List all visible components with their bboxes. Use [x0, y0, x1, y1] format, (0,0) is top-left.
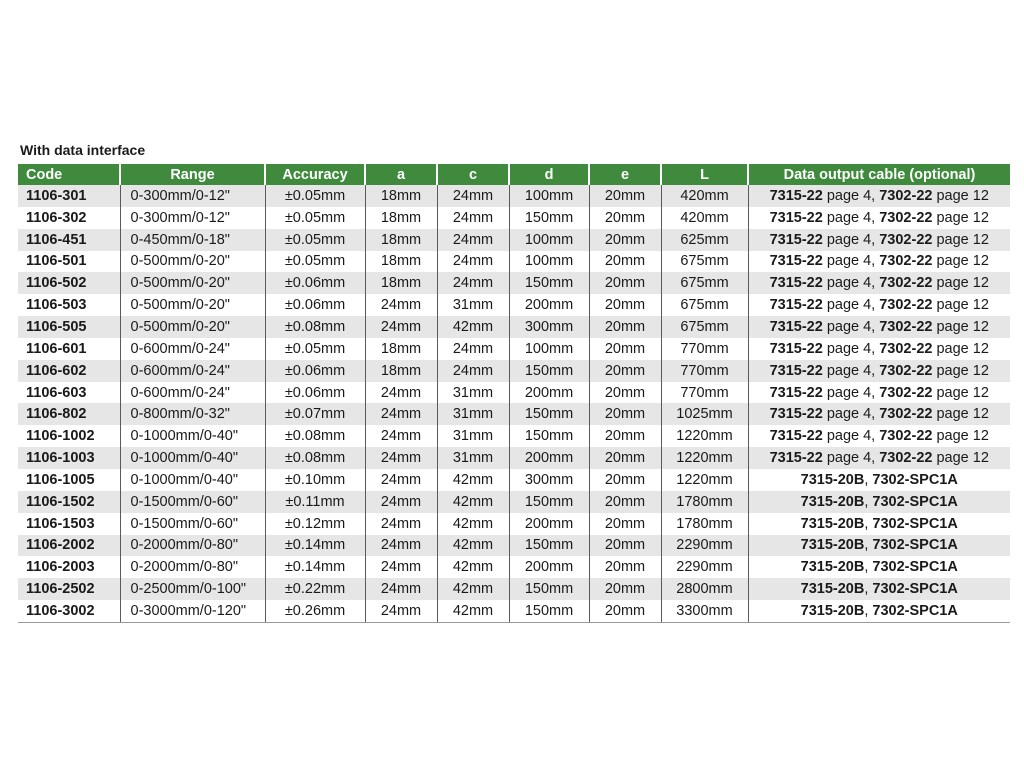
- cell-cable: [748, 556, 1010, 578]
- cell-code: 1106-501: [18, 251, 120, 273]
- cell-a: 24mm: [365, 382, 437, 404]
- cell-cable: [748, 207, 1010, 229]
- cell-accuracy: ±0.26mm: [265, 600, 365, 622]
- cable-code: 7315-22: [769, 318, 823, 335]
- cable-page-ref: page 12: [932, 384, 989, 401]
- cell-range: 0-3000mm/0-120": [120, 600, 265, 622]
- table-row: [18, 207, 1010, 229]
- cell-c: 24mm: [437, 272, 509, 294]
- cell-c: 24mm: [437, 207, 509, 229]
- cell-a: 18mm: [365, 207, 437, 229]
- cell-code: 1106-302: [18, 207, 120, 229]
- cell-c: 24mm: [437, 360, 509, 382]
- cell-c: 42mm: [437, 535, 509, 557]
- cable-page-ref: page 12: [932, 297, 989, 314]
- table-row: [18, 360, 1010, 382]
- cell-e: 20mm: [589, 229, 661, 251]
- cell-l: 2290mm: [661, 535, 748, 557]
- cell-a: 18mm: [365, 251, 437, 273]
- cell-range: 0-600mm/0-24": [120, 382, 265, 404]
- cell-c: 24mm: [437, 338, 509, 360]
- cable-code: 7302-22: [879, 209, 933, 226]
- section-title: With data interface: [20, 142, 146, 158]
- cell-e: 20mm: [589, 513, 661, 535]
- cell-cable: [748, 425, 1010, 447]
- cable-code: 7315-20B: [800, 602, 865, 619]
- table-row: [18, 556, 1010, 578]
- cell-cable: [748, 513, 1010, 535]
- cell-a: 24mm: [365, 403, 437, 425]
- cell-code: 1106-505: [18, 316, 120, 338]
- header-range: Range: [120, 164, 265, 185]
- cell-range: 0-1500mm/0-60": [120, 491, 265, 513]
- cell-d: 150mm: [509, 403, 589, 425]
- cell-e: 20mm: [589, 491, 661, 513]
- cable-page-ref: page 12: [932, 362, 989, 379]
- cell-e: 20mm: [589, 294, 661, 316]
- cell-cable: [748, 491, 1010, 513]
- cable-page-ref: page 12: [932, 253, 989, 270]
- cell-range: 0-1000mm/0-40": [120, 469, 265, 491]
- cell-accuracy: ±0.05mm: [265, 207, 365, 229]
- cable-code: 7315-22: [769, 231, 823, 248]
- cell-cable: [748, 316, 1010, 338]
- cell-d: 100mm: [509, 338, 589, 360]
- cell-l: 2290mm: [661, 556, 748, 578]
- cell-a: 18mm: [365, 185, 437, 207]
- cell-a: 18mm: [365, 272, 437, 294]
- cell-range: 0-1000mm/0-40": [120, 425, 265, 447]
- cable-page-ref: page 4,: [822, 384, 880, 401]
- table-row: [18, 491, 1010, 513]
- cable-page-ref: ,: [864, 559, 873, 576]
- cell-accuracy: ±0.14mm: [265, 535, 365, 557]
- cell-a: 24mm: [365, 425, 437, 447]
- cell-e: 20mm: [589, 207, 661, 229]
- cable-code: 7302-22: [879, 275, 933, 292]
- cell-e: 20mm: [589, 556, 661, 578]
- cell-code: 1106-601: [18, 338, 120, 360]
- cell-c: 31mm: [437, 294, 509, 316]
- cell-d: 300mm: [509, 469, 589, 491]
- table-row: [18, 513, 1010, 535]
- cell-a: 24mm: [365, 578, 437, 600]
- cell-range: 0-500mm/0-20": [120, 251, 265, 273]
- cell-e: 20mm: [589, 578, 661, 600]
- table-row: [18, 578, 1010, 600]
- cell-e: 20mm: [589, 251, 661, 273]
- cell-l: 1220mm: [661, 469, 748, 491]
- header-d: d: [509, 164, 589, 185]
- cell-l: 420mm: [661, 185, 748, 207]
- cell-c: 31mm: [437, 403, 509, 425]
- cable-page-ref: page 4,: [822, 406, 880, 423]
- cell-code: 1106-802: [18, 403, 120, 425]
- cell-c: 42mm: [437, 469, 509, 491]
- header-e: e: [589, 164, 661, 185]
- cell-l: 1220mm: [661, 425, 748, 447]
- cell-l: 770mm: [661, 382, 748, 404]
- cell-a: 18mm: [365, 360, 437, 382]
- table-row: [18, 185, 1010, 207]
- cell-accuracy: ±0.11mm: [265, 491, 365, 513]
- cable-code: 7302-22: [879, 384, 933, 401]
- cable-page-ref: page 12: [932, 340, 989, 357]
- cell-a: 24mm: [365, 556, 437, 578]
- cell-range: 0-1000mm/0-40": [120, 447, 265, 469]
- cell-range: 0-1500mm/0-60": [120, 513, 265, 535]
- cell-code: 1106-1503: [18, 513, 120, 535]
- cell-range: 0-2000mm/0-80": [120, 556, 265, 578]
- cell-l: 1025mm: [661, 403, 748, 425]
- cell-code: 1106-451: [18, 229, 120, 251]
- cell-accuracy: ±0.06mm: [265, 294, 365, 316]
- table-row: [18, 382, 1010, 404]
- cell-code: 1106-1003: [18, 447, 120, 469]
- cell-d: 200mm: [509, 447, 589, 469]
- cell-accuracy: ±0.10mm: [265, 469, 365, 491]
- cable-code: 7315-20B: [800, 537, 865, 554]
- cell-range: 0-800mm/0-32": [120, 403, 265, 425]
- cell-cable: [748, 403, 1010, 425]
- cell-cable: [748, 600, 1010, 622]
- cell-accuracy: ±0.08mm: [265, 447, 365, 469]
- cell-code: 1106-503: [18, 294, 120, 316]
- table-row: [18, 403, 1010, 425]
- cell-accuracy: ±0.06mm: [265, 360, 365, 382]
- cell-d: 200mm: [509, 556, 589, 578]
- spec-table: [18, 164, 1010, 623]
- cable-page-ref: page 12: [932, 209, 989, 226]
- cable-page-ref: page 12: [932, 275, 989, 292]
- cable-code: 7315-22: [769, 406, 823, 423]
- cell-e: 20mm: [589, 535, 661, 557]
- cell-e: 20mm: [589, 360, 661, 382]
- cable-code: 7315-22: [769, 450, 823, 467]
- cell-code: 1106-1005: [18, 469, 120, 491]
- cell-accuracy: ±0.05mm: [265, 185, 365, 207]
- cable-page-ref: ,: [864, 471, 873, 488]
- cable-page-ref: ,: [864, 493, 873, 510]
- cell-code: 1106-1502: [18, 491, 120, 513]
- cable-page-ref: page 4,: [822, 318, 880, 335]
- cell-a: 24mm: [365, 447, 437, 469]
- cable-code: 7315-20B: [800, 493, 865, 510]
- cell-e: 20mm: [589, 338, 661, 360]
- cable-code: 7302-22: [879, 362, 933, 379]
- cell-d: 150mm: [509, 207, 589, 229]
- cell-accuracy: ±0.22mm: [265, 578, 365, 600]
- cell-l: 675mm: [661, 251, 748, 273]
- cell-e: 20mm: [589, 403, 661, 425]
- table-row: [18, 316, 1010, 338]
- cell-d: 150mm: [509, 578, 589, 600]
- table-row: [18, 272, 1010, 294]
- cell-d: 200mm: [509, 513, 589, 535]
- cell-accuracy: ±0.06mm: [265, 272, 365, 294]
- cell-a: 24mm: [365, 535, 437, 557]
- cell-a: 24mm: [365, 513, 437, 535]
- cell-cable: [748, 578, 1010, 600]
- cable-code: 7315-22: [769, 253, 823, 270]
- cell-cable: [748, 294, 1010, 316]
- cable-page-ref: page 4,: [822, 209, 880, 226]
- cell-accuracy: ±0.05mm: [265, 251, 365, 273]
- cell-code: 1106-2003: [18, 556, 120, 578]
- cell-e: 20mm: [589, 600, 661, 622]
- header-row: [18, 164, 1010, 185]
- cable-page-ref: page 4,: [822, 275, 880, 292]
- table-row: [18, 425, 1010, 447]
- cell-c: 24mm: [437, 229, 509, 251]
- cell-code: 1106-301: [18, 185, 120, 207]
- cell-a: 24mm: [365, 491, 437, 513]
- cell-d: 150mm: [509, 491, 589, 513]
- table-row: [18, 447, 1010, 469]
- cable-page-ref: page 4,: [822, 362, 880, 379]
- cell-c: 31mm: [437, 382, 509, 404]
- cell-accuracy: ±0.07mm: [265, 403, 365, 425]
- cell-l: 2800mm: [661, 578, 748, 600]
- cell-d: 150mm: [509, 600, 589, 622]
- cable-page-ref: page 4,: [822, 231, 880, 248]
- cell-accuracy: ±0.08mm: [265, 425, 365, 447]
- cell-l: 625mm: [661, 229, 748, 251]
- header-cable: Data output cable (optional): [748, 164, 1010, 185]
- cable-code: 7302-22: [879, 253, 933, 270]
- cell-a: 24mm: [365, 600, 437, 622]
- cable-code: 7302-22: [879, 318, 933, 335]
- cell-e: 20mm: [589, 272, 661, 294]
- cell-cable: [748, 185, 1010, 207]
- cell-d: 100mm: [509, 251, 589, 273]
- cell-c: 42mm: [437, 316, 509, 338]
- table-row: [18, 469, 1010, 491]
- cable-code: 7302-22: [879, 428, 933, 445]
- cable-code: 7315-22: [769, 187, 823, 204]
- cell-c: 31mm: [437, 447, 509, 469]
- cell-accuracy: ±0.05mm: [265, 338, 365, 360]
- cell-cable: [748, 338, 1010, 360]
- cell-l: 675mm: [661, 294, 748, 316]
- cell-d: 100mm: [509, 229, 589, 251]
- cell-e: 20mm: [589, 316, 661, 338]
- cell-l: 770mm: [661, 338, 748, 360]
- cable-code: 7315-22: [769, 428, 823, 445]
- cable-page-ref: ,: [864, 602, 873, 619]
- cable-code: 7302-22: [879, 187, 933, 204]
- cable-page-ref: page 12: [932, 187, 989, 204]
- cell-d: 100mm: [509, 185, 589, 207]
- table-row: [18, 294, 1010, 316]
- cell-c: 42mm: [437, 513, 509, 535]
- cell-c: 31mm: [437, 425, 509, 447]
- cell-accuracy: ±0.14mm: [265, 556, 365, 578]
- cable-code: 7315-22: [769, 362, 823, 379]
- cell-range: 0-300mm/0-12": [120, 185, 265, 207]
- table-row: [18, 229, 1010, 251]
- cell-d: 150mm: [509, 360, 589, 382]
- cell-a: 18mm: [365, 338, 437, 360]
- header-c: c: [437, 164, 509, 185]
- cell-cable: [748, 382, 1010, 404]
- cell-e: 20mm: [589, 447, 661, 469]
- cell-e: 20mm: [589, 425, 661, 447]
- cable-page-ref: page 4,: [822, 253, 880, 270]
- cell-cable: [748, 229, 1010, 251]
- cell-l: 675mm: [661, 272, 748, 294]
- cell-l: 420mm: [661, 207, 748, 229]
- cell-d: 200mm: [509, 294, 589, 316]
- cell-cable: [748, 469, 1010, 491]
- cable-code: 7315-22: [769, 209, 823, 226]
- header-l: L: [661, 164, 748, 185]
- cable-page-ref: page 12: [932, 428, 989, 445]
- cell-l: 770mm: [661, 360, 748, 382]
- cell-code: 1106-1002: [18, 425, 120, 447]
- cell-c: 42mm: [437, 491, 509, 513]
- cable-code: 7315-22: [769, 384, 823, 401]
- cell-c: 42mm: [437, 578, 509, 600]
- cell-range: 0-600mm/0-24": [120, 338, 265, 360]
- cell-range: 0-500mm/0-20": [120, 272, 265, 294]
- cable-code: 7302-SPC1A: [872, 559, 958, 576]
- cable-code: 7302-SPC1A: [872, 471, 958, 488]
- cell-code: 1106-2002: [18, 535, 120, 557]
- cell-cable: [748, 535, 1010, 557]
- cable-page-ref: ,: [864, 515, 873, 532]
- cell-e: 20mm: [589, 469, 661, 491]
- cell-d: 200mm: [509, 382, 589, 404]
- cell-range: 0-600mm/0-24": [120, 360, 265, 382]
- cable-code: 7302-22: [879, 297, 933, 314]
- cell-accuracy: ±0.08mm: [265, 316, 365, 338]
- cell-l: 1780mm: [661, 513, 748, 535]
- cell-l: 675mm: [661, 316, 748, 338]
- cable-code: 7315-22: [769, 275, 823, 292]
- cable-code: 7315-20B: [800, 581, 865, 598]
- cable-code: 7302-SPC1A: [872, 515, 958, 532]
- cell-d: 300mm: [509, 316, 589, 338]
- cell-c: 24mm: [437, 185, 509, 207]
- cable-page-ref: ,: [864, 537, 873, 554]
- cell-accuracy: ±0.12mm: [265, 513, 365, 535]
- cell-e: 20mm: [589, 382, 661, 404]
- cable-page-ref: page 4,: [822, 450, 880, 467]
- table-row: [18, 251, 1010, 273]
- cable-page-ref: page 4,: [822, 297, 880, 314]
- cable-code: 7315-20B: [800, 559, 865, 576]
- cable-page-ref: page 4,: [822, 187, 880, 204]
- cell-cable: [748, 272, 1010, 294]
- cable-code: 7315-20B: [800, 515, 865, 532]
- cell-code: 1106-502: [18, 272, 120, 294]
- cell-l: 3300mm: [661, 600, 748, 622]
- cable-code: 7302-SPC1A: [872, 537, 958, 554]
- cell-range: 0-500mm/0-20": [120, 316, 265, 338]
- cell-range: 0-500mm/0-20": [120, 294, 265, 316]
- cell-d: 150mm: [509, 535, 589, 557]
- cable-code: 7302-22: [879, 231, 933, 248]
- cell-c: 24mm: [437, 251, 509, 273]
- cable-code: 7315-22: [769, 297, 823, 314]
- cell-e: 20mm: [589, 185, 661, 207]
- cable-code: 7302-22: [879, 340, 933, 357]
- cell-code: 1106-602: [18, 360, 120, 382]
- cell-c: 42mm: [437, 600, 509, 622]
- cable-page-ref: page 4,: [822, 340, 880, 357]
- cable-page-ref: page 12: [932, 406, 989, 423]
- header-code: Code: [18, 164, 120, 185]
- cable-code: 7302-22: [879, 406, 933, 423]
- cell-a: 24mm: [365, 316, 437, 338]
- cable-code: 7315-20B: [800, 471, 865, 488]
- cell-l: 1220mm: [661, 447, 748, 469]
- cell-range: 0-300mm/0-12": [120, 207, 265, 229]
- cell-l: 1780mm: [661, 491, 748, 513]
- cell-c: 42mm: [437, 556, 509, 578]
- cable-page-ref: page 12: [932, 231, 989, 248]
- cable-code: 7302-SPC1A: [872, 581, 958, 598]
- cell-cable: [748, 447, 1010, 469]
- cell-accuracy: ±0.06mm: [265, 382, 365, 404]
- cell-accuracy: ±0.05mm: [265, 229, 365, 251]
- table-row: [18, 600, 1010, 622]
- cell-a: 24mm: [365, 294, 437, 316]
- table-row: [18, 535, 1010, 557]
- table-row: [18, 338, 1010, 360]
- cell-code: 1106-2502: [18, 578, 120, 600]
- cable-code: 7315-22: [769, 340, 823, 357]
- cell-cable: [748, 360, 1010, 382]
- cell-a: 24mm: [365, 469, 437, 491]
- cable-page-ref: page 4,: [822, 428, 880, 445]
- header-accuracy: Accuracy: [265, 164, 365, 185]
- cell-code: 1106-3002: [18, 600, 120, 622]
- cable-code: 7302-SPC1A: [872, 493, 958, 510]
- cable-code: 7302-SPC1A: [872, 602, 958, 619]
- cell-range: 0-450mm/0-18": [120, 229, 265, 251]
- cell-d: 150mm: [509, 425, 589, 447]
- cable-page-ref: page 12: [932, 450, 989, 467]
- cable-page-ref: ,: [864, 581, 873, 598]
- cell-range: 0-2000mm/0-80": [120, 535, 265, 557]
- cell-cable: [748, 251, 1010, 273]
- cable-code: 7302-22: [879, 450, 933, 467]
- cell-a: 18mm: [365, 229, 437, 251]
- header-a: a: [365, 164, 437, 185]
- cell-range: 0-2500mm/0-100": [120, 578, 265, 600]
- cable-page-ref: page 12: [932, 318, 989, 335]
- cell-code: 1106-603: [18, 382, 120, 404]
- cell-d: 150mm: [509, 272, 589, 294]
